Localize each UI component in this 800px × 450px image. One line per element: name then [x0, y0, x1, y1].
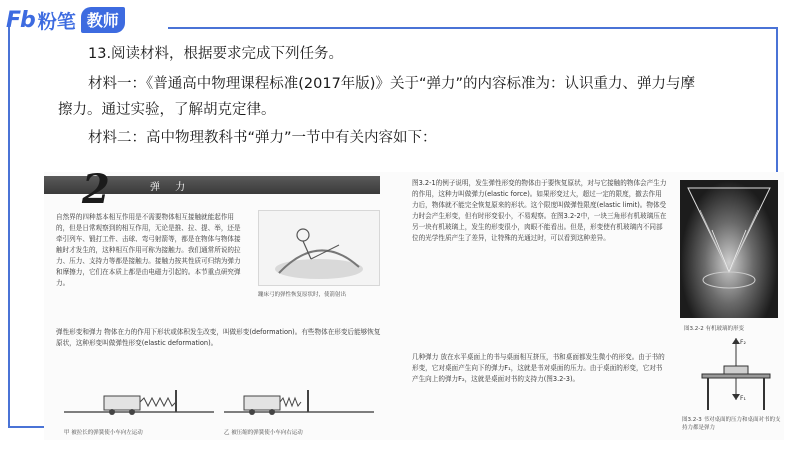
- force-label-f2: F₂: [740, 339, 746, 346]
- several-forces-paragraph: 几种弹力 放在水平桌面上的书与桌面相互挤压，书和桌面都发生微小的形变。由于书的形变，它对桌面产生向下的弹力F₁，这就是书对桌面的压力。由于桌面的形变，它对书产生向上的弹力F₂，这就是桌面对书的支持力(图3.2-3)。: [412, 353, 665, 383]
- textbook-scan: [44, 166, 784, 440]
- archer-illustration: [259, 211, 379, 285]
- brand-logo: [6, 6, 125, 34]
- plexiglass-caption: 图3.2-2 有机玻璃的形变: [684, 326, 744, 332]
- archer-caption: 蹦床弓的弹性恢复原状时，使箭射出: [258, 292, 347, 298]
- material-one-line2: 擦力。通过实验，了解胡克定律。: [58, 102, 276, 118]
- plexiglass-photo: [680, 180, 778, 318]
- cart-caption-a: 甲 被拉长的弹簧使小车向左运动: [64, 430, 143, 436]
- cart-figure-a: [64, 382, 214, 422]
- material-one-line1: 材料一：《普通高中物理课程标准(2017年版)》关于“弹力”的内容标准为：认识重力、弹力与摩: [88, 76, 695, 92]
- force-label-f1: F₁: [740, 395, 746, 402]
- cart-figure-b: [224, 382, 374, 422]
- logo-name: 粉笔: [37, 10, 76, 33]
- deformation-paragraph: 弹性形变和弹力 物体在力的作用下形状或体积发生改变，叫做形变(deformation)。有些物体在形变后能够恢复原状，这种形变叫做弹性形变(elastic deformation)。: [56, 328, 381, 347]
- section-number: 2: [82, 166, 110, 213]
- section-title: 弹 力: [150, 182, 192, 193]
- archer-figure: [258, 210, 380, 286]
- frame-top-line: [168, 27, 778, 29]
- elastic-force-paragraph: 图3.2-1的例子说明，发生弹性形变的物体由于要恢复原状，对与它接触的物体会产生力的作用，这种力叫做弹力(elastic force)。如果形变过大，超过一定的限度，撤去作用力后，物体就不能完全恢复原来的形状。这个限度叫做弹性限度(elastic limit)。物体受力时会产生形变，但有时形变很小，不易观察。在图3.2-2中，一块三角形有机玻璃压在另一块有机玻璃上，发生的形变很小，肉眼不能看出。但是，形变使有机玻璃内不同部位的光学性质产生了差异，让特殊的光通过时，可以看到这种差异。: [412, 179, 667, 242]
- logo-badge: 教师: [81, 7, 125, 33]
- intro-paragraph: 自然界的四种基本相互作用是不需要物体相互接触就能起作用的，但是日常观察到的相互作用，无论是推、拉、提、举，还是牵引列车、锻打工件、击球、弯弓射箭等，都是在物体与物体接触时才发生的，这种相互作用可称为接触力。我们通常所说的拉力、压力、支持力等都是接触力。接触力按其性质可归纳为弹力和摩擦力，它们在本质上都是由电磁力引起的。本节重点研究弹力。: [56, 213, 241, 287]
- book-table-figure: [696, 336, 776, 412]
- material-two-line: 材料二：高中物理教科书“弹力”一节中有关内容如下：: [88, 130, 437, 146]
- logo-mark: Fb: [6, 7, 35, 33]
- plexiglass-fringes: [680, 180, 778, 318]
- question-title: 13.阅读材料，根据要求完成下列任务。: [88, 46, 344, 62]
- frame-left-line: [8, 27, 10, 427]
- book-table-caption: 图3.2-3 书对桌面的压力和桌面对书的支持力都是弹力: [682, 417, 781, 431]
- cart-caption-b: 乙 被压缩的弹簧使小车向右运动: [224, 430, 303, 436]
